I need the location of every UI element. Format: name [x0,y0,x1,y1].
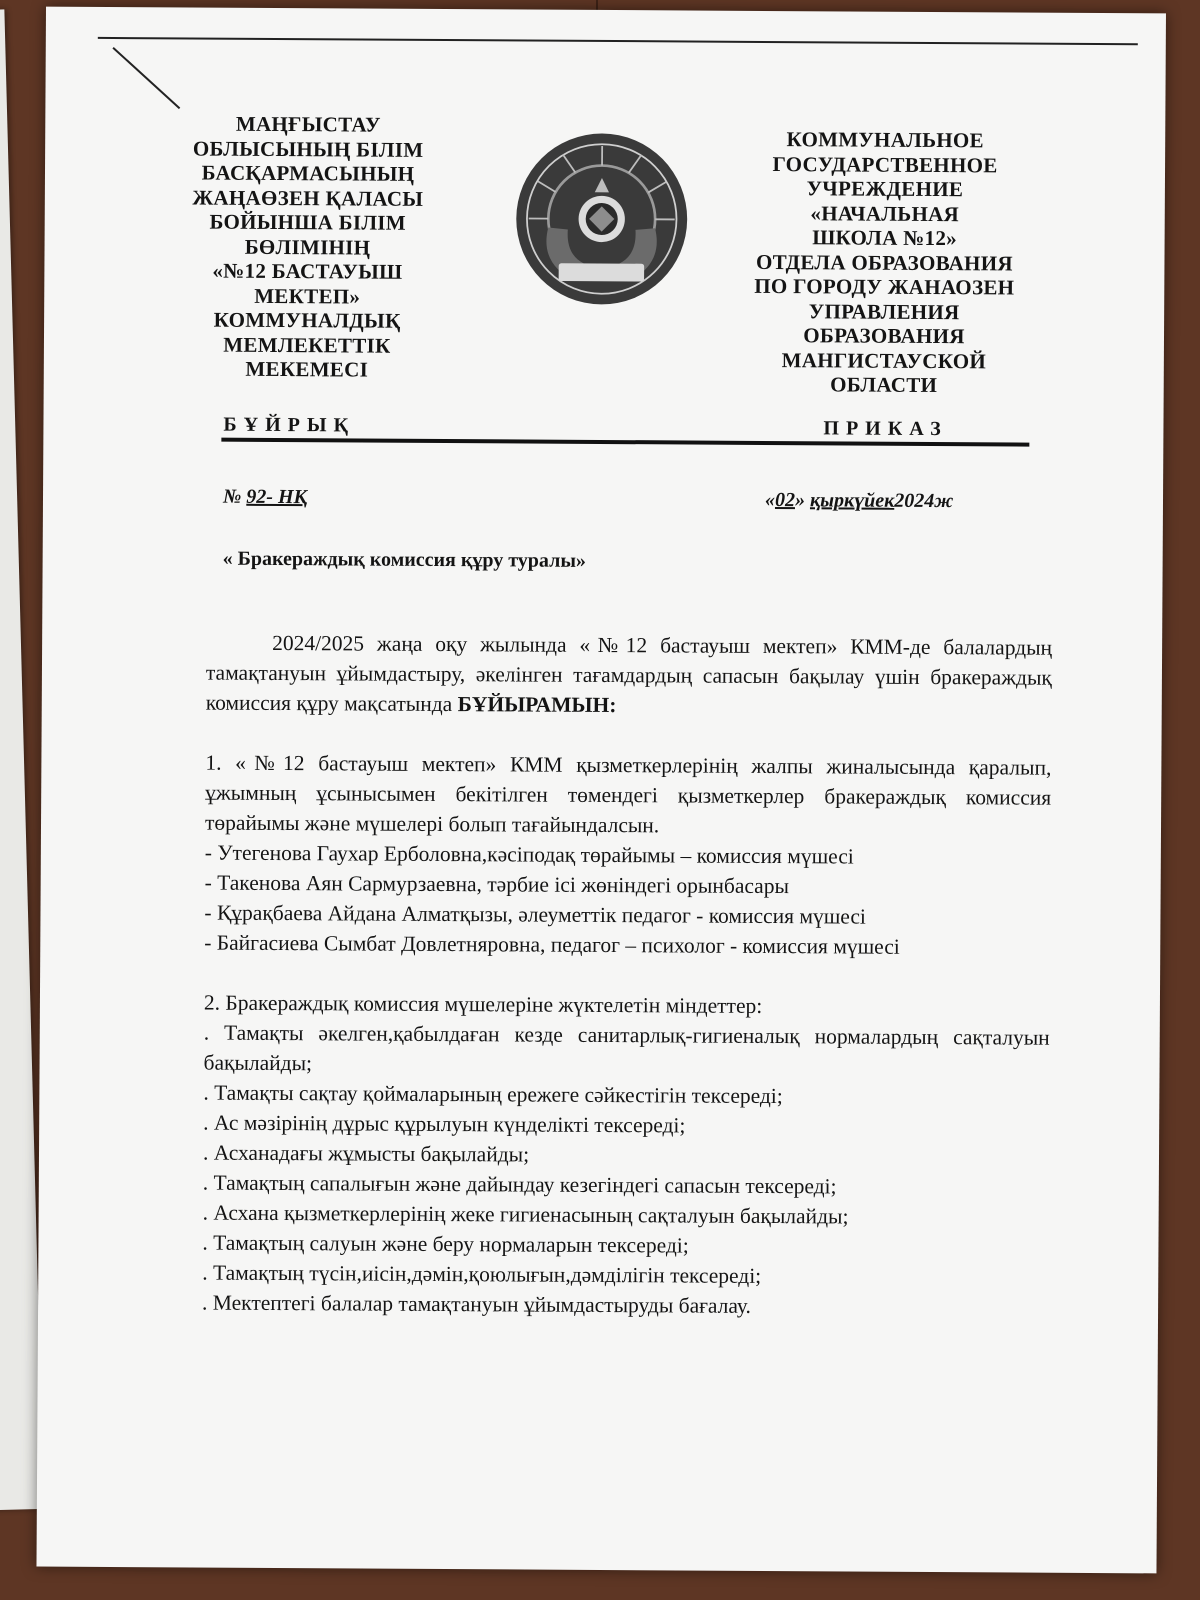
state-emblem-icon [512,129,691,308]
order-body [202,628,1052,1323]
header-ru-line: ШКОЛА №12» [812,225,958,251]
header-kz-line: БОЙЫНША БІЛІМ [209,209,406,235]
duty-line: . Мектептегі балалар тамақтануын ұйымдастыруды бағалау. [202,1290,751,1318]
member-line: - Құрақбаева Айдана Алматқызы, әлеуметтік педагог - комиссия мүшесі [204,900,866,929]
header-ru-line: МАНГИСТАУСКОЙ [781,347,987,373]
header-ru-line: ОБРАЗОВАНИЯ [803,323,965,349]
top-border-line [98,37,1138,45]
adjacent-paper-sheet [0,9,44,1510]
header-ru-line: ГОСУДАРСТВЕННОЕ [772,151,998,177]
date-month: қыркүйек [809,489,895,512]
intro-text: 2024/2025 жаңа оқу жылында «№12 бастауыш мектеп» КММ-де балалардың тамақтануын ұйымдастыру, әкелінген тағамдардың сапасын бақылау үшін бракераждық комиссия құру мақсатында [205,630,1053,717]
item-2: 2. Бракераждық комиссия мүшелеріне жүктелетін міндеттер: [203,990,763,1018]
header-kz-line: «№12 БАСТАУЫШ [212,258,403,284]
date-year: 2024ж [894,489,954,513]
order-number [223,486,307,510]
header-russian [734,127,1036,398]
intro-paragraph [206,628,1053,723]
member-line: - Утегенова Гаухар Ерболовна,кәсіподақ төрайымы – комиссия мүшесі [204,840,854,869]
intro-command: БҰЙЫРАМЫН: [457,692,617,718]
duty-line: . Тамақтың түсін,иісін,дәмін,қоюлығын,дәмділігін тексереді; [202,1260,762,1288]
order-number-value: 92- НҚ [246,485,308,509]
member-line: - Такенова Аян Сармурзаевна, тәрбие ісі жөніндегі орынбасары [204,870,790,899]
header-ru-line: УПРАВЛЕНИЯ [808,298,960,324]
corner-pen-mark [112,47,180,109]
duty-line: . Асханадағы жұмысты бақылайды; [202,1140,530,1167]
date-open-quote: « [764,488,776,512]
duty-line: . Тамақтың салуын және беру нормаларын тексереді; [202,1230,689,1258]
order-subject: « Бракераждық комиссия құру туралы» [222,547,587,572]
header-ru-line: ПО ГОРОДУ ЖАНАОЗЕН [754,273,1015,300]
header-kz-line: БАСҚАРМАСЫНЫҢ [201,160,415,186]
header-kz-line: КОММУНАЛДЫҚ [213,307,401,333]
header-kz-line: МАҢҒЫСТАУ [235,111,381,137]
header-kz-line: МЕМЛЕКЕТТІК [223,332,391,358]
order-date [765,489,953,513]
doc-type-russian: ПРИКАЗ [823,417,948,441]
duty-line: . Ас мәзірінің дұрыс құрылуын күнделікті тексереді; [203,1110,686,1138]
header-kz-line: МЕКЕМЕСІ [245,356,369,382]
duty-line: . Тамақты сақтау қоймаларының ережеге сәйкестігін тексереді; [203,1080,783,1109]
date-day: 02 [774,489,796,512]
header-kz-line: МЕКТЕП» [254,283,361,309]
header-kz-line: ЖАҢАӨЗЕН ҚАЛАСЫ [192,184,424,211]
header-ru-line: КОММУНАЛЬНОЕ [786,127,984,153]
doc-type-kazakh: БҰЙРЫҚ [223,413,356,437]
duty-line: . Тамақты әкелген,қабылдаған кезде санитарлық-гигиеналық нормалардың сақталуын бақылайды; [203,1020,1050,1076]
header-ru-line: ОТДЕЛА ОБРАЗОВАНИЯ [756,249,1013,275]
item-1: 1. «№12 бастауыш мектеп» КММ қызметкерлерінің жалпы жиналысында қаралып, ұжымның ұсынысымен бекітілген төмендегі қызметкерлер бракераждық комиссия төрайымы және мүшелері болып тағайындалсын. [204,750,1052,838]
duty-line: . Асхана қызметкерлерінің жеке гигиенасының сақталуын бақылайды; [202,1200,849,1229]
date-close-quote: » [794,489,806,512]
header-kazakh [172,111,444,382]
header-ru-line: ОБЛАСТИ [830,372,938,398]
duty-line: . Тамақтың сапалығын және дайындау кезегіндегі сапасын тексереді; [202,1170,837,1199]
header-ru-line: УЧРЕЖДЕНИЕ [806,176,964,202]
header-kz-line: БӨЛІМІНІҢ [244,234,371,260]
header-kz-line: ОБЛЫСЫНЫҢ БІЛІМ [192,135,424,162]
header-ru-line: «НАЧАЛЬНАЯ [810,200,960,226]
member-line: - Байгасиева Сымбат Довлетняровна, педагог – психолог - комиссия мүшесі [204,930,900,959]
order-number-prefix: № [222,485,242,508]
document-page [36,7,1166,1574]
